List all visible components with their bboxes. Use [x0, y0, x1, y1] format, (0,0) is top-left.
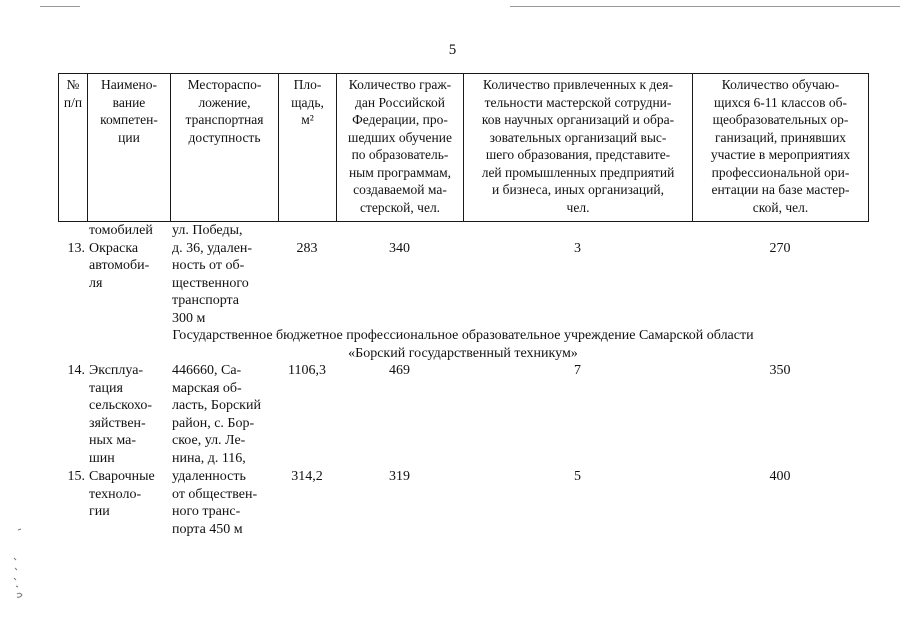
competence-cell: томобилей	[89, 223, 153, 238]
table-header	[58, 73, 869, 222]
area-cell: 314,2	[291, 469, 323, 484]
citizens-cell: 469	[389, 363, 410, 378]
header-staff: Количество привлеченных к дея- тельности мастерской сотрудни- ков научных организаций и обра- зовательных организаций выс- шего образования, представите- лей промышленных предприятий и бизнеса, иных организаций, чел.	[464, 74, 693, 222]
header-competence: Наимено- вание компетен- ции	[88, 74, 171, 222]
header-students: Количество обучаю- щихся 6-11 классов об- щеобразовательных ор- ганизаций, принявших участие в мероприятиях профессиональной ори- ентации на базе мастер- ской, чел.	[693, 74, 869, 222]
students-cell: 270	[769, 240, 791, 256]
students-cell: 400	[769, 469, 791, 484]
top-rule-right	[510, 6, 900, 7]
page-number: 5	[448, 42, 457, 58]
staff-cell: 5	[574, 469, 581, 484]
header-number: № п/п	[59, 74, 88, 222]
header-location: Местораспо- ложение, транспортная доступность	[171, 74, 279, 222]
table-row	[58, 467, 868, 538]
staff-cell: 3	[574, 240, 581, 256]
table-row	[58, 240, 868, 328]
table-body	[58, 222, 868, 538]
citizens-cell: 340	[389, 240, 410, 256]
table-row	[58, 362, 868, 467]
location-cell: удаленность от обществен- ного транс- порта 450 м	[172, 469, 258, 537]
organization-row	[58, 327, 868, 362]
row-number: 14.	[67, 363, 85, 378]
location-cell: д. 36, удален- ность от об- щественного транспорта 300 м	[172, 240, 253, 326]
location-cell: ул. Победы,	[172, 223, 243, 238]
header-citizens: Количество граж- дан Российской Федерации, про- шедших обучение по образователь- ным программам, создаваемой ма- стерской, чел.	[337, 74, 464, 222]
scan-marks	[10, 520, 34, 610]
competence-cell: Сварочные техноло- гии	[89, 469, 155, 519]
citizens-cell: 319	[389, 469, 410, 484]
competence-cell: Эксплуа- тация сельскохо- зяйствен- ных ма- шин	[89, 363, 153, 466]
row-number: 15.	[67, 469, 85, 484]
competence-cell: Окраска автомоби- ля	[89, 240, 150, 291]
row-number: 13.	[67, 240, 85, 256]
students-cell: 350	[769, 363, 791, 378]
area-cell: 1106,3	[288, 363, 326, 378]
table-row-continued	[58, 222, 868, 240]
header-area: Пло- щадь, м²	[279, 74, 337, 222]
area-cell: 283	[296, 240, 318, 256]
organization-name: Государственное бюджетное профессиональное образовательное учреждение Самарской области «Борский государственный техникум»	[172, 328, 754, 361]
top-rule-left	[40, 6, 80, 7]
location-cell: 446660, Са- марская об- ласть, Борский район, с. Бор- ское, ул. Ле- нина, д. 116,	[172, 363, 261, 466]
staff-cell: 7	[574, 363, 581, 378]
